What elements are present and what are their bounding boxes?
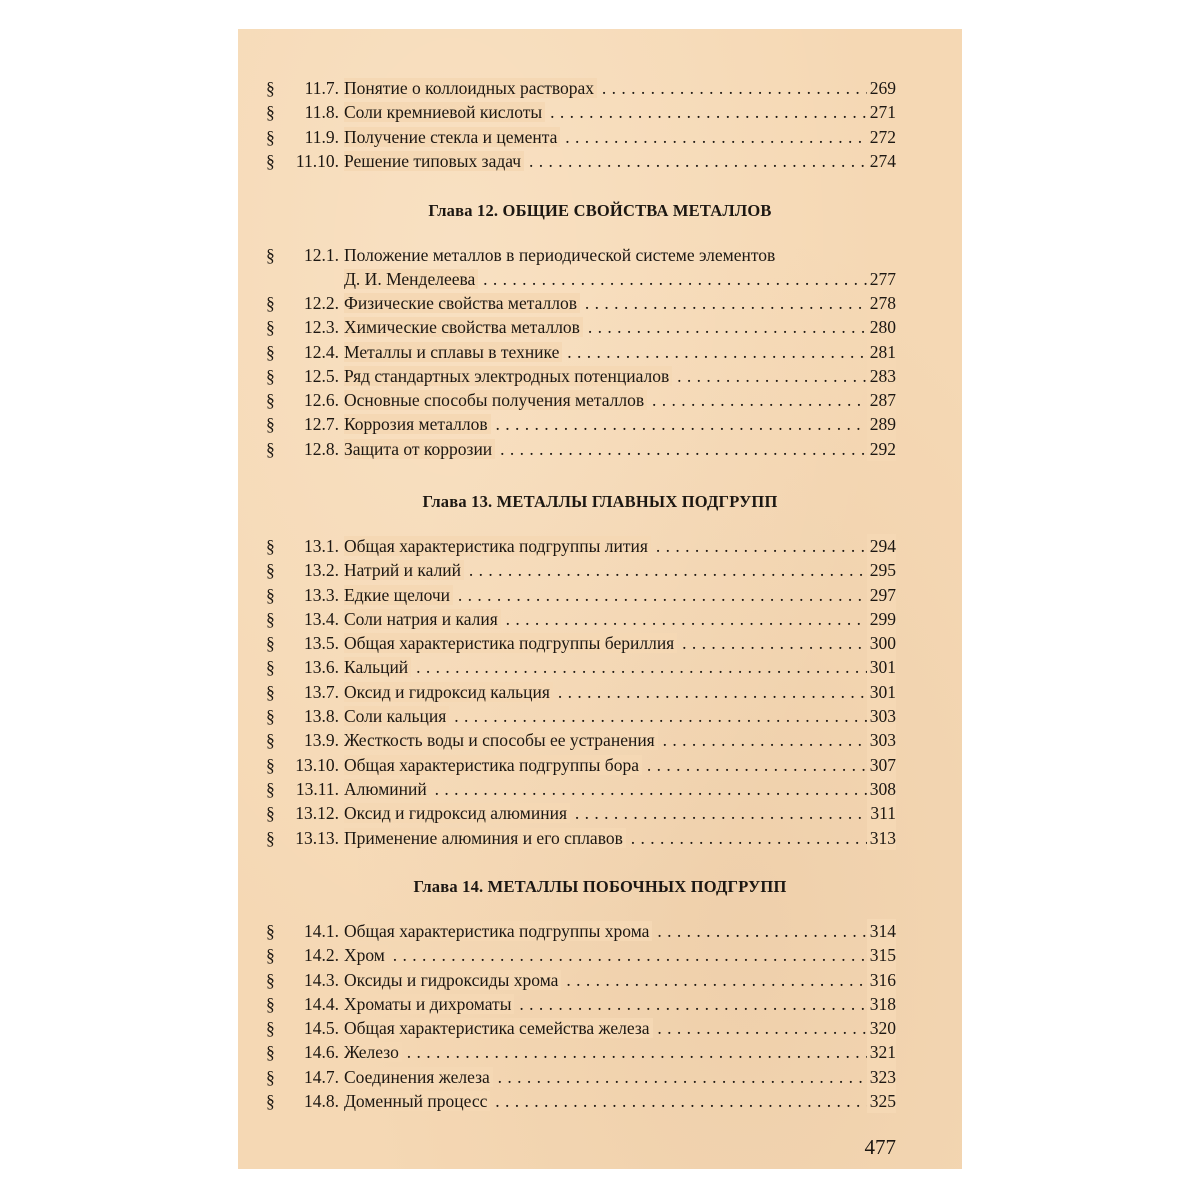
toc-entry (238, 728, 962, 752)
toc-entry (238, 1040, 962, 1064)
toc-entry-page: 277 (867, 267, 896, 291)
toc-entry-number: 14.4. (304, 993, 339, 1014)
toc-entry-page: 294 (867, 534, 896, 558)
toc-entry-page: 269 (867, 76, 896, 100)
toc-entry-page: 272 (867, 125, 896, 149)
section-sign: § (266, 633, 275, 654)
toc-entry (238, 534, 962, 558)
toc-entry-page: 271 (867, 100, 896, 124)
toc-entry-number: 13.2. (304, 560, 339, 581)
toc-entry (238, 1065, 962, 1089)
toc-entry (238, 340, 962, 364)
toc-entry-page: 289 (867, 412, 896, 436)
toc-entry-page: 281 (867, 340, 896, 364)
toc-entry-title: Соли кремниевой кислоты . . . (344, 100, 896, 124)
toc-entry (238, 704, 962, 728)
toc-entry-title: Едкие щелочи . . . (344, 583, 896, 607)
toc-entry-number: 14.8. (304, 1091, 339, 1112)
toc-entry-title: Металлы и сплавы в технике . . . (344, 340, 896, 364)
toc-entry (238, 1089, 962, 1113)
toc-entry-title: Защита от коррозии . . . (344, 437, 896, 461)
toc-entry-number: 13.8. (304, 706, 339, 727)
toc-entry (238, 655, 962, 679)
toc-entry-title: Общая характеристика подгруппы хрома . . . (344, 919, 896, 943)
section-sign: § (266, 584, 275, 605)
toc-entry-number: 13.12. (295, 803, 339, 824)
toc-entry-page: 274 (867, 149, 896, 173)
toc-entry-page: 325 (867, 1089, 896, 1113)
toc-entry-number: 12.7. (304, 414, 339, 435)
toc-entry-title: Д. И. Менделеева . . . (344, 267, 896, 291)
toc-entry (238, 919, 962, 943)
toc-entry-number: 12.8. (304, 438, 339, 459)
toc-entry (238, 583, 962, 607)
toc-entry-page: 313 (867, 826, 896, 850)
section-sign: § (266, 921, 275, 941)
section-sign: § (266, 245, 275, 265)
toc-entry-page: 318 (867, 992, 896, 1016)
toc-entry-title: Натрий и калий . . . (344, 558, 896, 582)
toc-entry-page: 301 (867, 680, 896, 704)
toc-entry-title: Соли натрия и калия . . . (344, 607, 896, 631)
section-sign: § (266, 681, 275, 702)
toc-entry-page: 308 (867, 777, 896, 801)
section-sign: § (266, 778, 275, 799)
toc-entry (238, 607, 962, 631)
toc-entry (238, 364, 962, 388)
toc-entry (238, 992, 962, 1016)
section-sign: § (266, 706, 275, 727)
section-sign: § (266, 78, 275, 98)
toc-entry-page: 299 (867, 607, 896, 631)
section-sign: § (266, 969, 275, 990)
toc-entry-title: Основные способы получения металлов . . . (344, 388, 896, 412)
toc-entry (238, 943, 962, 967)
toc-entry-title: Получение стекла и цемента . . . (344, 125, 896, 149)
toc-entry-page: 300 (867, 631, 896, 655)
toc-entry-title: Решение типовых задач . . . (344, 149, 896, 173)
toc-entry (238, 291, 962, 315)
toc-entry-title: Хром . . . (344, 943, 896, 967)
book-page (238, 29, 962, 1169)
toc-entry (238, 149, 962, 173)
toc-entry-title: Оксиды и гидроксиды хрома . . . (344, 968, 896, 992)
toc-entry-title: Алюминий . . . (344, 777, 896, 801)
toc-entry-title: Доменный процесс . . . (344, 1089, 896, 1113)
toc-entry (238, 826, 962, 850)
toc-entry-title: Понятие о коллоидных растворах . . . (344, 76, 896, 100)
section-sign: § (266, 657, 275, 678)
toc-entry-number: 13.7. (304, 681, 339, 702)
toc-entry-page: 295 (867, 558, 896, 582)
toc-entry-page: 316 (867, 968, 896, 992)
section-sign: § (266, 560, 275, 581)
toc-entry-page: 297 (867, 583, 896, 607)
toc-entry-number: 13.11. (295, 778, 339, 799)
section-sign: § (266, 438, 275, 459)
toc-entry-title: Жесткость воды и способы ее устранения . . . (344, 728, 896, 752)
toc-entry-title: Общая характеристика семейства железа . . . (344, 1016, 896, 1040)
toc-entry-number: 14.7. (304, 1066, 339, 1087)
toc-entry-number: 13.1. (304, 536, 339, 556)
toc-entry (238, 315, 962, 339)
section-sign: § (266, 536, 275, 556)
toc-entry-number: 13.10. (295, 754, 339, 775)
section-sign: § (266, 1042, 275, 1063)
toc-entry-number: 12.6. (304, 390, 339, 411)
section-sign: § (266, 365, 275, 386)
section-sign: § (266, 150, 275, 171)
toc-entry-title: Общая характеристика подгруппы лития . . . (344, 534, 896, 558)
toc-entry (238, 243, 962, 291)
toc-entry-title: Оксид и гидроксид кальция . . . (344, 680, 896, 704)
toc-entry-number: 11.7. (304, 78, 339, 98)
toc-entry (238, 1016, 962, 1040)
toc-entry (238, 801, 962, 825)
toc-entry (238, 100, 962, 124)
toc-entry-title: Кальций . . . (344, 655, 896, 679)
toc-entry-title: Соединения железа . . . (344, 1065, 896, 1089)
toc-group-chapter-14 (238, 919, 962, 1113)
section-sign: § (266, 608, 275, 629)
toc-entry (238, 76, 962, 100)
toc-entry-title: Оксид и гидроксид алюминия . . . (344, 801, 896, 825)
toc-entry-title: Соли кальция . . . (344, 704, 896, 728)
toc-entry-title: Применение алюминия и его сплавов . . . (344, 826, 896, 850)
toc-entry-title: Железо . . . (344, 1040, 896, 1064)
section-sign: § (266, 317, 275, 338)
section-sign: § (266, 827, 275, 848)
toc-entry-title-line-1: Положение металлов в периодической системе элементов (344, 245, 776, 265)
section-sign: § (266, 102, 275, 123)
toc-group-chapter-11 (238, 76, 962, 173)
toc-entry-page: 314 (867, 919, 896, 943)
toc-entry-number: 13.6. (304, 657, 339, 678)
toc-entry-number: 11.8. (304, 102, 339, 123)
chapter-13-heading: Глава 13. МЕТАЛЛЫ ГЛАВНЫХ ПОДГРУПП (422, 492, 778, 511)
toc-entry-title: Физические свойства металлов . . . (344, 291, 896, 315)
toc-entry-number: 12.3. (304, 317, 339, 338)
toc-entry (238, 437, 962, 461)
toc-entry (238, 631, 962, 655)
toc-entry-number: 12.1. (304, 245, 339, 265)
toc-entry-number: 13.9. (304, 730, 339, 751)
toc-entry-number: 13.4. (304, 608, 339, 629)
toc-entry-number: 12.2. (304, 293, 339, 313)
toc-entry-title: Общая характеристика подгруппы бора . . . (344, 753, 896, 777)
toc-entry (238, 388, 962, 412)
toc-entry-page: 303 (867, 728, 896, 752)
toc-entry-page: 292 (867, 437, 896, 461)
section-sign: § (266, 1018, 275, 1039)
toc-entry-number: 14.3. (304, 969, 339, 990)
toc-entry-title: Коррозия металлов . . . (344, 412, 896, 436)
toc-entry-number: 13.13. (295, 827, 339, 848)
chapter-12-heading: Глава 12. ОБЩИЕ СВОЙСТВА МЕТАЛЛОВ (428, 201, 772, 220)
toc-entry (238, 680, 962, 704)
toc-entry-number: 14.1. (304, 921, 339, 941)
toc-entry-page: 278 (867, 291, 896, 315)
chapter-14-heading: Глава 14. МЕТАЛЛЫ ПОБОЧНЫХ ПОДГРУПП (413, 877, 787, 896)
section-sign: § (266, 993, 275, 1014)
page-number: 477 (864, 1135, 896, 1159)
toc-entry-number: 11.9. (304, 126, 339, 147)
toc-entry-page: 315 (867, 943, 896, 967)
toc-entry-number: 11.10. (295, 150, 339, 171)
toc-entry-number: 14.5. (304, 1018, 339, 1039)
toc-entry-number: 14.2. (304, 945, 339, 966)
toc-entry-page: 311 (867, 801, 896, 825)
toc-entry-page: 301 (867, 655, 896, 679)
toc-entry-title: Хроматы и дихроматы . . . (344, 992, 896, 1016)
toc-entry (238, 777, 962, 801)
toc-entry-page: 287 (867, 388, 896, 412)
toc-entry-title: Ряд стандартных электродных потенциалов . . . (344, 364, 896, 388)
toc-entry-title: Химические свойства металлов . . . (344, 315, 896, 339)
toc-entry (238, 125, 962, 149)
toc-group-chapter-12 (238, 243, 962, 461)
toc-entry-number: 12.5. (304, 365, 339, 386)
section-sign: § (266, 293, 275, 313)
section-sign: § (266, 1091, 275, 1112)
toc-entry-number: 12.4. (304, 341, 339, 362)
section-sign: § (266, 390, 275, 411)
toc-entry-page: 303 (867, 704, 896, 728)
section-sign: § (266, 730, 275, 751)
toc-entry-number: 13.3. (304, 584, 339, 605)
toc-entry-page: 307 (867, 753, 896, 777)
section-sign: § (266, 414, 275, 435)
section-sign: § (266, 945, 275, 966)
section-sign: § (266, 803, 275, 824)
toc-entry (238, 412, 962, 436)
toc-entry-number: 14.6. (304, 1042, 339, 1063)
toc-entry-page: 280 (867, 315, 896, 339)
toc-entry (238, 968, 962, 992)
toc-entry-page: 320 (867, 1016, 896, 1040)
toc-entry (238, 753, 962, 777)
section-sign: § (266, 126, 275, 147)
toc-entry (238, 558, 962, 582)
toc-group-chapter-13 (238, 534, 962, 850)
toc-entry-page: 323 (867, 1065, 896, 1089)
toc-entry-page: 283 (867, 364, 896, 388)
section-sign: § (266, 1066, 275, 1087)
section-sign: § (266, 754, 275, 775)
toc-entry-title: Общая характеристика подгруппы бериллия . . . (344, 631, 896, 655)
toc-entry-number: 13.5. (304, 633, 339, 654)
section-sign: § (266, 341, 275, 362)
toc-entry-page: 321 (867, 1040, 896, 1064)
